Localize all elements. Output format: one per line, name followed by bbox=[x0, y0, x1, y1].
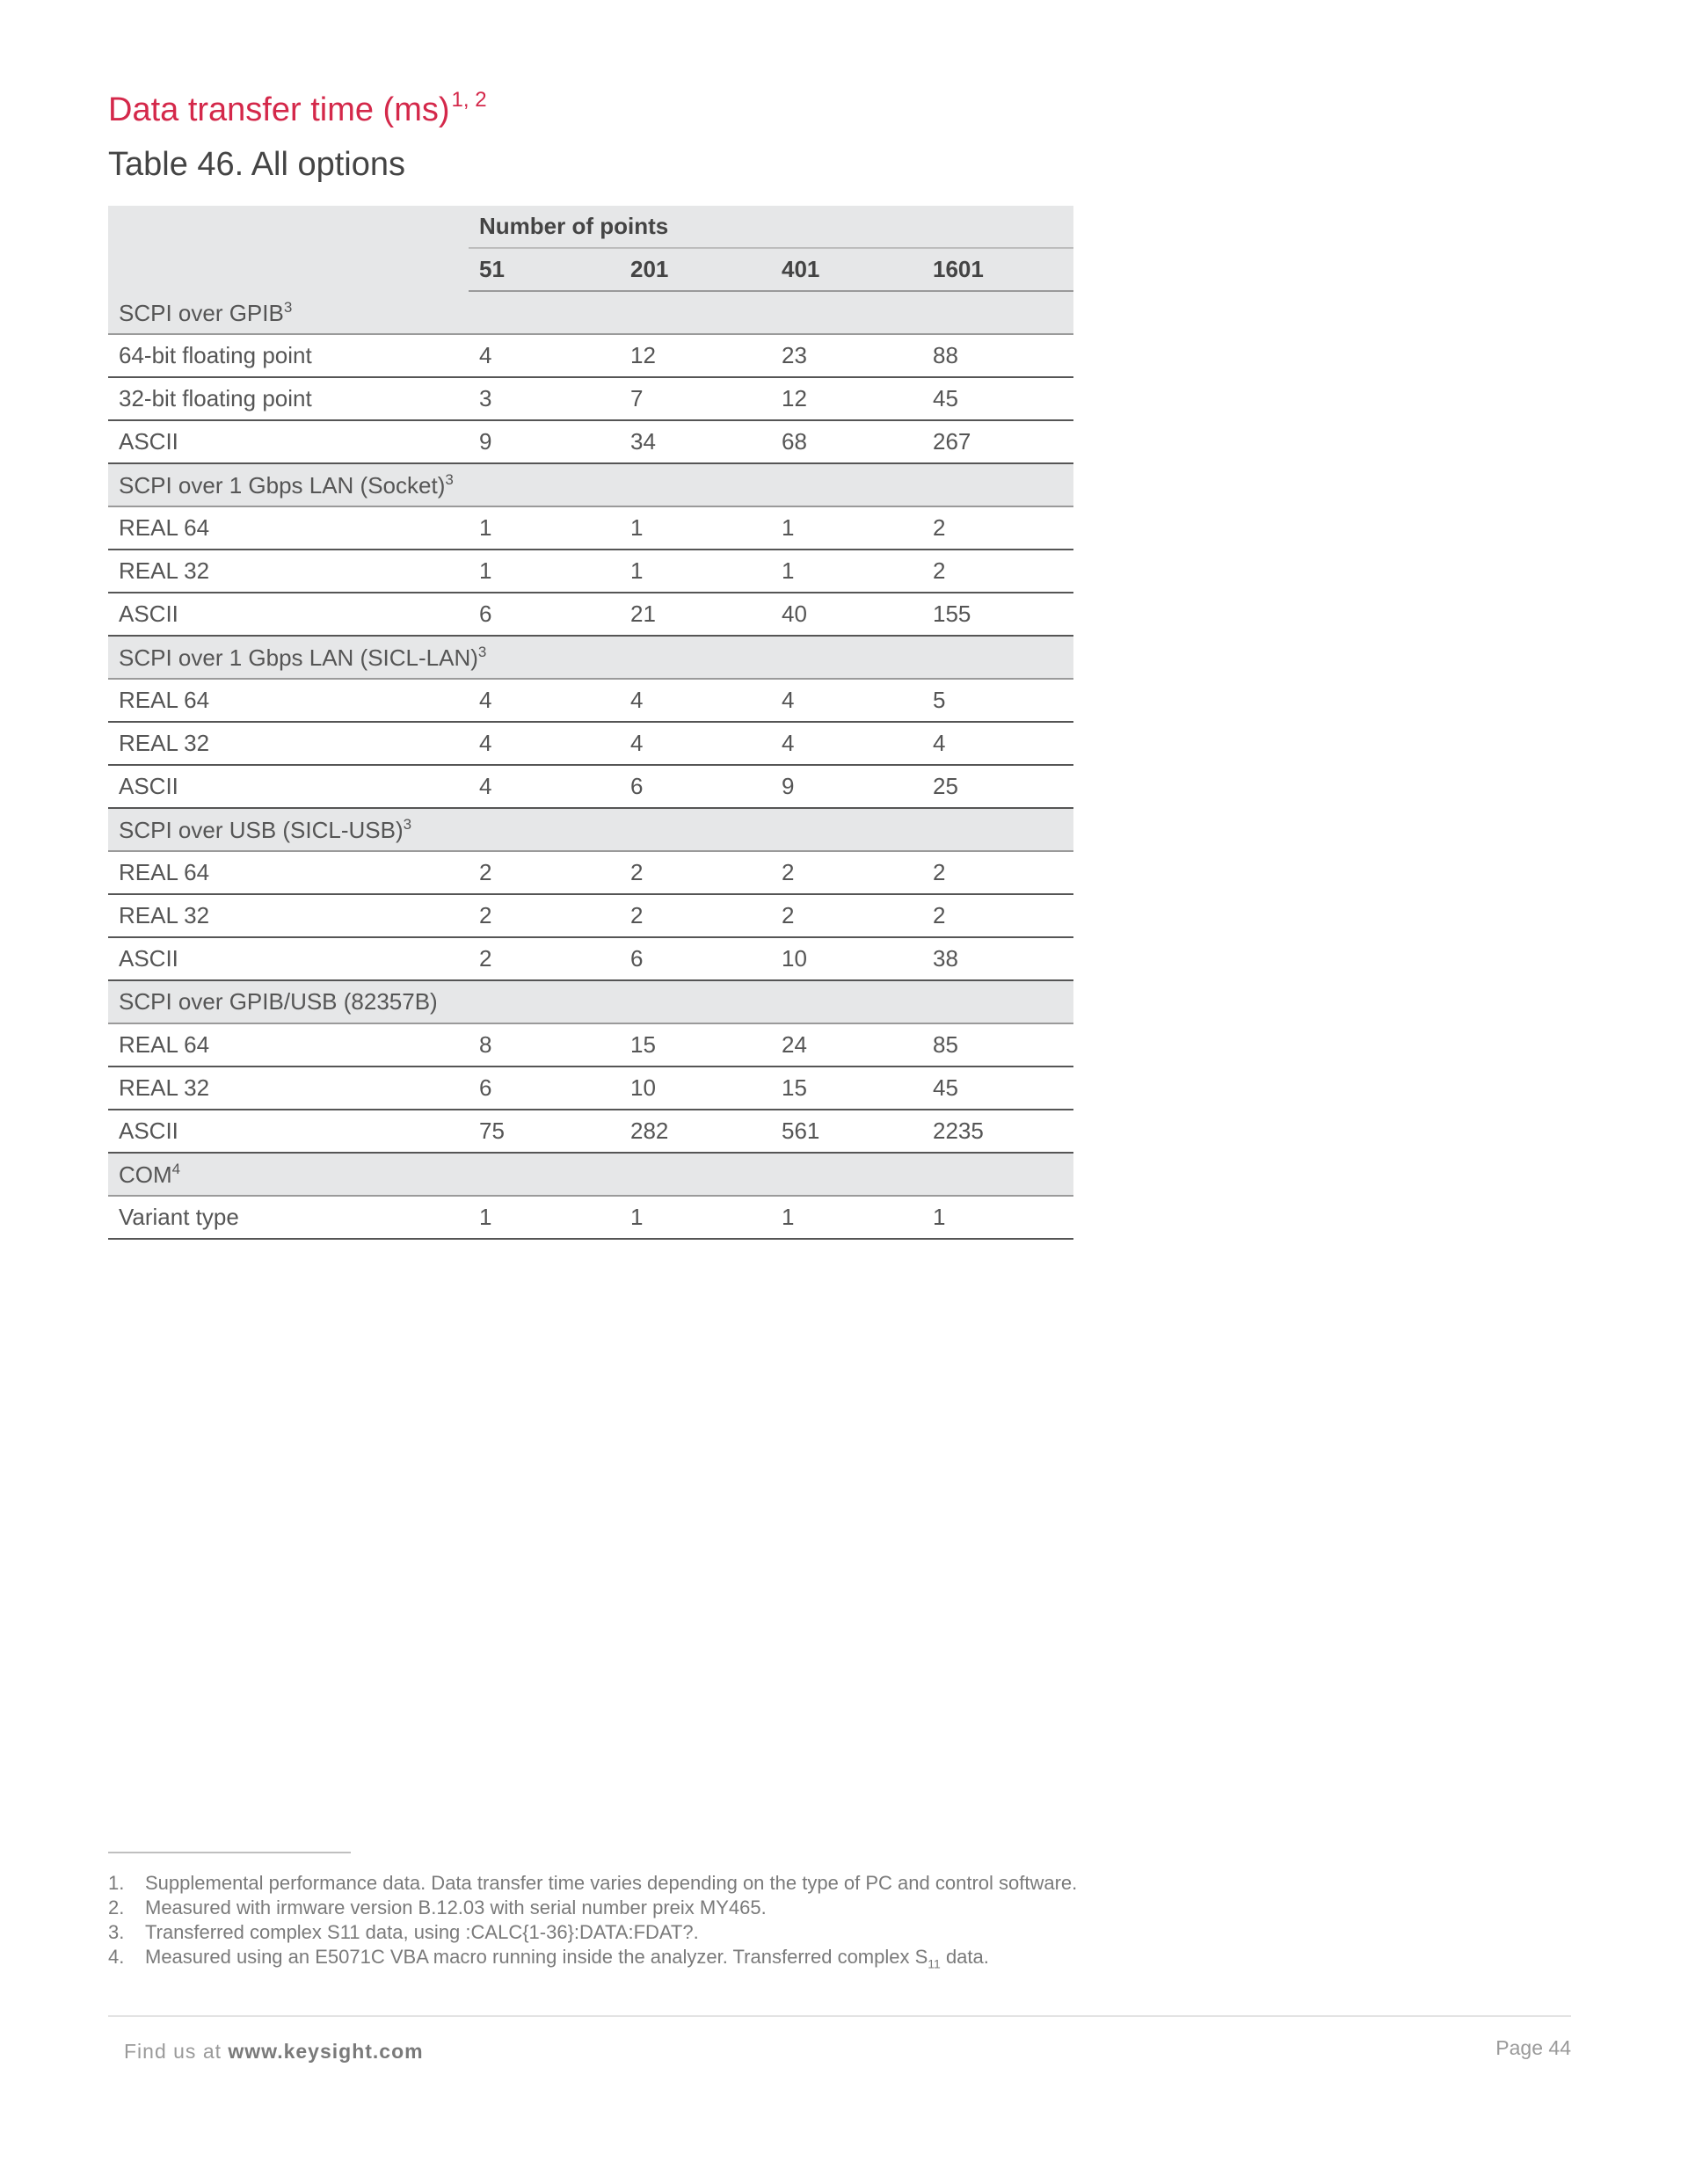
table-cell: 2 bbox=[771, 894, 922, 937]
table-cell: 85 bbox=[922, 1023, 1073, 1067]
table-cell: 1 bbox=[620, 550, 771, 593]
table-cell: 38 bbox=[922, 937, 1073, 980]
table-cell: 4 bbox=[771, 722, 922, 765]
footnote-item bbox=[108, 1896, 1077, 1920]
table-row bbox=[108, 722, 1073, 765]
table-cell: 2 bbox=[469, 851, 620, 894]
table-cell: 88 bbox=[922, 334, 1073, 377]
footnote-text-main: Measured with irmware version B.12.03 with serial number preix MY465. bbox=[145, 1896, 767, 1918]
footnote-text bbox=[145, 1871, 1077, 1896]
table-row bbox=[108, 1067, 1073, 1110]
row-label: REAL 32 bbox=[108, 894, 469, 937]
table-row bbox=[108, 377, 1073, 420]
footnote-text bbox=[145, 1896, 767, 1920]
table-section-row bbox=[108, 980, 1073, 1023]
table-row bbox=[108, 550, 1073, 593]
table-cell: 68 bbox=[771, 420, 922, 463]
section-label-text: SCPI over 1 Gbps LAN (SICL-LAN) bbox=[119, 644, 478, 671]
footnote-item bbox=[108, 1945, 1077, 1976]
table-cell: 4 bbox=[620, 679, 771, 722]
column-header: 401 bbox=[771, 248, 922, 291]
row-label: 64-bit floating point bbox=[108, 334, 469, 377]
table-section-row bbox=[108, 636, 1073, 679]
data-transfer-table bbox=[108, 206, 1073, 1240]
page-title-text: Data transfer time (ms) bbox=[108, 91, 450, 128]
table-cell: 3 bbox=[469, 377, 620, 420]
table-cell: 10 bbox=[620, 1067, 771, 1110]
row-label: ASCII bbox=[108, 1110, 469, 1153]
table-body bbox=[108, 291, 1073, 1239]
table-cell: 1 bbox=[922, 1196, 1073, 1239]
row-label: ASCII bbox=[108, 420, 469, 463]
section-label-text: SCPI over USB (SICL-USB) bbox=[119, 816, 404, 843]
footnotes bbox=[108, 1871, 1077, 1976]
table-cell: 10 bbox=[771, 937, 922, 980]
table-cell: 4 bbox=[469, 722, 620, 765]
table-cell: 4 bbox=[771, 679, 922, 722]
section-label-text: SCPI over GPIB/USB (82357B) bbox=[119, 988, 438, 1015]
column-header: 201 bbox=[620, 248, 771, 291]
table-section-row bbox=[108, 808, 1073, 851]
table-cell: 2 bbox=[620, 894, 771, 937]
row-label: REAL 64 bbox=[108, 679, 469, 722]
footnote-text bbox=[145, 1945, 989, 1976]
table-cell: 23 bbox=[771, 334, 922, 377]
table-row bbox=[108, 894, 1073, 937]
section-label-text: SCPI over GPIB bbox=[119, 299, 284, 326]
footnote-ref: 3 bbox=[403, 815, 412, 833]
table-row bbox=[108, 851, 1073, 894]
row-label: REAL 64 bbox=[108, 506, 469, 550]
table-cell: 40 bbox=[771, 593, 922, 636]
table-cell: 8 bbox=[469, 1023, 620, 1067]
table-cell: 1 bbox=[469, 1196, 620, 1239]
table-row bbox=[108, 765, 1073, 808]
table-cell: 1 bbox=[771, 1196, 922, 1239]
table-cell: 1 bbox=[620, 506, 771, 550]
table-cell: 6 bbox=[620, 765, 771, 808]
table-row bbox=[108, 1110, 1073, 1153]
table-group-header-row bbox=[108, 206, 1073, 248]
table-cell: 1 bbox=[771, 506, 922, 550]
table-cell: 12 bbox=[620, 334, 771, 377]
table-cell: 5 bbox=[922, 679, 1073, 722]
table-cell: 4 bbox=[469, 765, 620, 808]
section-label-text: SCPI over 1 Gbps LAN (Socket) bbox=[119, 471, 446, 499]
section-label bbox=[108, 636, 1073, 679]
section-label bbox=[108, 463, 1073, 506]
table-cell: 6 bbox=[469, 593, 620, 636]
table-cell: 2 bbox=[469, 894, 620, 937]
row-label: ASCII bbox=[108, 593, 469, 636]
table-cell: 2 bbox=[922, 506, 1073, 550]
table-row bbox=[108, 937, 1073, 980]
row-label: 32-bit floating point bbox=[108, 377, 469, 420]
footnote-item bbox=[108, 1871, 1077, 1896]
footnote-ref: 3 bbox=[477, 643, 487, 660]
footer-find-us bbox=[124, 2040, 424, 2064]
column-header: 51 bbox=[469, 248, 620, 291]
table-row bbox=[108, 420, 1073, 463]
table-section-row bbox=[108, 463, 1073, 506]
table-section-row bbox=[108, 1153, 1073, 1196]
table-section-row bbox=[108, 291, 1073, 334]
table-row bbox=[108, 593, 1073, 636]
table-cell: 15 bbox=[771, 1067, 922, 1110]
website-link[interactable]: www.keysight.com bbox=[228, 2040, 424, 2063]
table-cell: 4 bbox=[922, 722, 1073, 765]
row-label: ASCII bbox=[108, 937, 469, 980]
table-title: Table 46. All options bbox=[108, 146, 406, 183]
table-cell: 1 bbox=[620, 1196, 771, 1239]
footnote-text-main: Supplemental performance data. Data transfer time varies depending on the type of PC and control software. bbox=[145, 1872, 1078, 1894]
table-cell: 25 bbox=[922, 765, 1073, 808]
column-header: 1601 bbox=[922, 248, 1073, 291]
table-cell: 1 bbox=[469, 506, 620, 550]
table-cell: 15 bbox=[620, 1023, 771, 1067]
table-cell: 6 bbox=[620, 937, 771, 980]
row-label: REAL 32 bbox=[108, 1067, 469, 1110]
table-cell: 2 bbox=[469, 937, 620, 980]
table-cell: 21 bbox=[620, 593, 771, 636]
row-label: REAL 32 bbox=[108, 550, 469, 593]
footnote-subscript: 11 bbox=[928, 1956, 941, 1971]
table-cell: 6 bbox=[469, 1067, 620, 1110]
footnote-number: 4. bbox=[108, 1946, 125, 1968]
row-label: Variant type bbox=[108, 1196, 469, 1239]
footnote-ref: 3 bbox=[445, 470, 454, 488]
footer-prefix: Find us at bbox=[124, 2040, 229, 2063]
table-cell: 1 bbox=[469, 550, 620, 593]
table-cell: 24 bbox=[771, 1023, 922, 1067]
footnote-divider bbox=[108, 1852, 351, 1853]
table-cell: 7 bbox=[620, 377, 771, 420]
table-cell: 34 bbox=[620, 420, 771, 463]
section-label bbox=[108, 1153, 1073, 1196]
table-cell: 2 bbox=[922, 550, 1073, 593]
row-label: REAL 64 bbox=[108, 851, 469, 894]
table-corner-cell bbox=[108, 206, 469, 291]
table-cell: 45 bbox=[922, 1067, 1073, 1110]
table-cell: 45 bbox=[922, 377, 1073, 420]
table-cell: 4 bbox=[620, 722, 771, 765]
row-label: REAL 64 bbox=[108, 1023, 469, 1067]
footnote-number: 2. bbox=[108, 1896, 125, 1918]
section-label bbox=[108, 808, 1073, 851]
page-title bbox=[108, 88, 487, 129]
row-label: REAL 32 bbox=[108, 722, 469, 765]
footnote-number: 3. bbox=[108, 1921, 125, 1943]
footnote-text-main: Measured using an E5071C VBA macro running inside the analyzer. Transferred complex S bbox=[145, 1946, 928, 1968]
footnote-text-tail: data. bbox=[940, 1946, 989, 1968]
footnote-text-main: Transferred complex S11 data, using :CALC{1-36}:DATA:FDAT?. bbox=[145, 1921, 699, 1943]
table-row bbox=[108, 506, 1073, 550]
footnote-item bbox=[108, 1920, 1077, 1945]
table-cell: 75 bbox=[469, 1110, 620, 1153]
footnote-text bbox=[145, 1920, 699, 1945]
table-cell: 267 bbox=[922, 420, 1073, 463]
table-cell: 2 bbox=[922, 894, 1073, 937]
footnote-ref: 3 bbox=[283, 298, 293, 316]
table-cell: 4 bbox=[469, 679, 620, 722]
section-label bbox=[108, 291, 1073, 334]
table-cell: 2235 bbox=[922, 1110, 1073, 1153]
table-row bbox=[108, 679, 1073, 722]
table-cell: 9 bbox=[771, 765, 922, 808]
table-cell: 4 bbox=[469, 334, 620, 377]
number-of-points-header: Number of points bbox=[469, 206, 1073, 248]
page-title-footnote-ref: 1, 2 bbox=[451, 88, 487, 112]
table-cell: 2 bbox=[620, 851, 771, 894]
table-cell: 2 bbox=[771, 851, 922, 894]
table-cell: 2 bbox=[922, 851, 1073, 894]
section-label-text: COM bbox=[119, 1161, 172, 1188]
row-label: ASCII bbox=[108, 765, 469, 808]
footnote-ref: 4 bbox=[171, 1160, 181, 1177]
table-row bbox=[108, 1023, 1073, 1067]
table-cell: 561 bbox=[771, 1110, 922, 1153]
table-cell: 12 bbox=[771, 377, 922, 420]
table-cell: 155 bbox=[922, 593, 1073, 636]
table-row bbox=[108, 1196, 1073, 1239]
table-row bbox=[108, 334, 1073, 377]
table-cell: 282 bbox=[620, 1110, 771, 1153]
section-label bbox=[108, 980, 1073, 1023]
page-number: Page 44 bbox=[1495, 2036, 1571, 2059]
footnote-number: 1. bbox=[108, 1872, 125, 1894]
footer-divider bbox=[108, 2015, 1571, 2017]
table-cell: 1 bbox=[771, 550, 922, 593]
table-cell: 9 bbox=[469, 420, 620, 463]
